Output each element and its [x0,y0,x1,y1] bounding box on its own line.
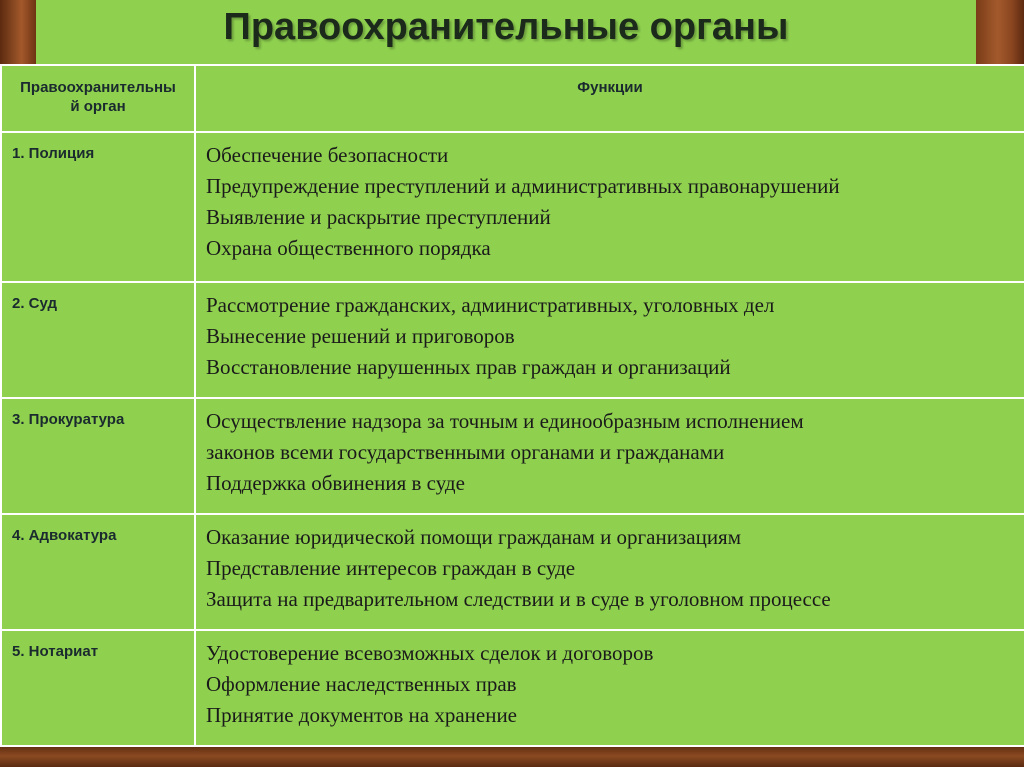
function-item: Оформление наследственных прав [206,672,517,696]
organ-cell [1,398,195,514]
function-item: Предупреждение преступлений и административных правонарушений [206,174,840,198]
functions-cell [195,630,1024,746]
functions-cell [195,132,1024,282]
function-item: Выявление и раскрытие преступлений [206,205,551,229]
table-row [1,398,1024,514]
header-organ [1,65,195,132]
functions-cell [195,282,1024,398]
function-item: Восстановление нарушенных прав граждан и организаций [206,355,731,379]
organ-cell [1,514,195,630]
functions-table [0,64,1024,747]
function-item: Осуществление надзора за точным и единообразным исполнением [206,409,804,433]
function-item: Охрана общественного порядка [206,236,491,260]
header-organ-label: Правоохраните​льный орган [20,79,176,115]
function-item: Рассмотрение гражданских, административных, уголовных дел [206,293,775,317]
organ-cell [1,282,195,398]
table-row [1,514,1024,630]
header-functions-label: Функции [577,79,643,96]
page-title: Правоохранительные органы [223,6,789,48]
table-row [1,282,1024,398]
organ-cell [1,630,195,746]
organ-label: 2. Суд [12,295,57,312]
organ-label: 3. Прокуратура [12,411,125,428]
table-row [1,630,1024,746]
function-item: Обеспечение безопасности [206,143,449,167]
table-header-row [1,65,1024,132]
function-item: Поддержка обвинения в суде [206,471,465,495]
functions-cell [195,398,1024,514]
organ-label: 5. Нотариат [12,643,99,660]
function-item: Защита на предварительном следствии и в суде в уголовном процессе [206,587,831,611]
function-item: законов всеми государственными органами и гражданами [206,440,725,464]
table-row [1,132,1024,282]
function-item: Представление интересов граждан в суде [206,556,576,580]
function-item: Принятие документов на хранение [206,703,518,727]
organ-label: 1. Полиция [12,145,95,162]
organ-label: 4. Адвокатура [12,527,117,544]
functions-cell [195,514,1024,630]
function-item: Оказание юридической помощи гражданам и организациям [206,525,742,549]
header-functions [195,65,1024,132]
wood-frame-bottom [0,745,1024,767]
title-band [36,0,976,64]
function-item: Удостоверение всевозможных сделок и договоров [206,641,654,665]
function-item: Вынесение решений и приговоров [206,324,515,348]
organ-cell [1,132,195,282]
